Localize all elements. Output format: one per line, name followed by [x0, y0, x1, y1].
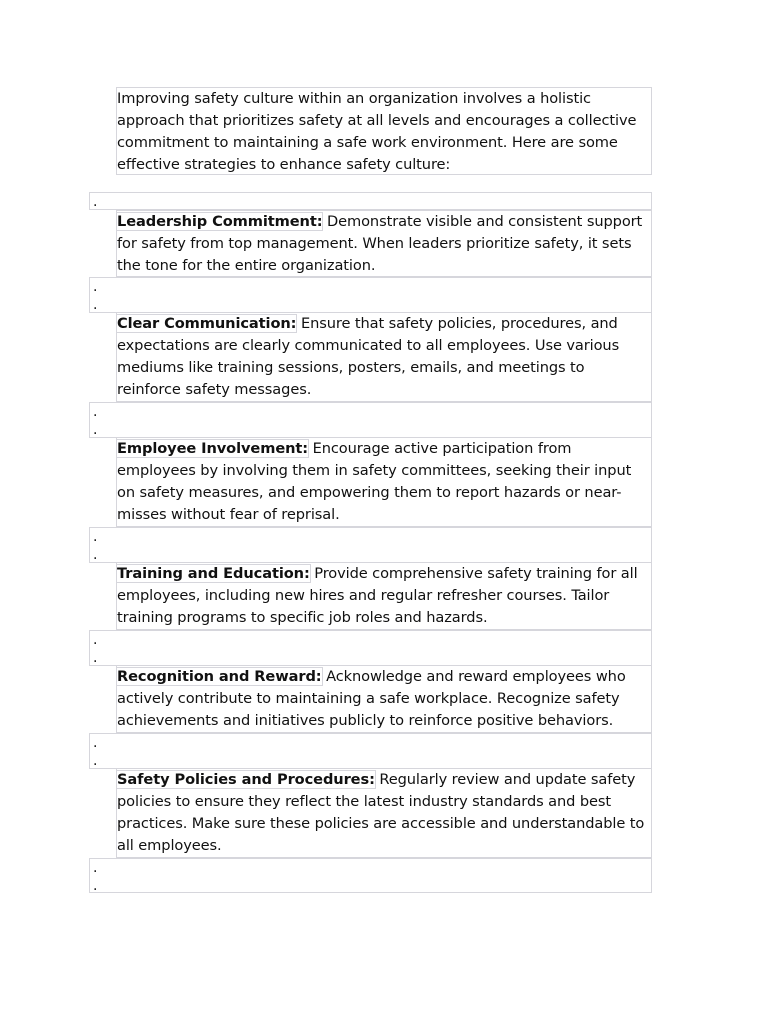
- list-item-policies: [116, 769, 652, 858]
- separator-row: [89, 402, 652, 438]
- separator-dot: .: [93, 404, 98, 420]
- list-item-training: [116, 563, 652, 630]
- item-text: Acknowledge and reward employees who actively contribute to maintaining a safe workplace. Recognize safety achievements and initiatives publicly to reinforce positive behaviors.: [117, 668, 626, 729]
- separator-dot: .: [93, 422, 98, 438]
- item-text: Regularly review and update safety policies to ensure they reflect the latest industry standards and best practices. Make sure these policies are accessible and understandable to all employees.: [117, 771, 645, 854]
- separator-dot: .: [93, 860, 98, 876]
- separator-dot: .: [93, 735, 98, 751]
- separator-row: [89, 858, 652, 893]
- separator-row: [89, 527, 652, 563]
- item-text: Provide comprehensive safety training for all employees, including new hires and regular refresher courses. Tailor training programs to specific job roles and hazards.: [117, 565, 638, 626]
- list-item-leadership: [116, 210, 652, 277]
- item-label: Recognition and Reward:: [117, 668, 322, 685]
- separator-dot: .: [93, 753, 98, 769]
- separator-dot: .: [93, 279, 98, 295]
- item-label: Safety Policies and Procedures:: [117, 771, 375, 788]
- list-item-communication: [116, 313, 652, 402]
- separator-dot: .: [93, 297, 98, 313]
- item-label: Leadership Commitment:: [117, 213, 323, 230]
- separator-row: [89, 630, 652, 666]
- item-text: Encourage active participation from employees by involving them in safety committees, seeking their input on safety measures, and empowering them to report hazards or near-misses without fear of reprisal.: [117, 440, 632, 523]
- item-text: Ensure that safety policies, procedures, and expectations are clearly communicated to all employees. Use various mediums like training sessions, posters, emails, and meetings to reinforce safety messages.: [117, 315, 620, 398]
- separator-dot: .: [93, 632, 98, 648]
- separator-dot: .: [93, 194, 98, 210]
- item-label: Clear Communication:: [117, 315, 297, 332]
- separator-row: [89, 733, 652, 769]
- item-label: Training and Education:: [117, 565, 310, 582]
- list-item-recognition: [116, 666, 652, 733]
- item-text: Demonstrate visible and consistent support for safety from top management. When leaders prioritize safety, it sets the tone for the entire organization.: [117, 213, 643, 274]
- list-item-involvement: [116, 438, 652, 527]
- separator-dot: .: [93, 529, 98, 545]
- item-label: Employee Involvement:: [117, 440, 309, 457]
- intro-paragraph: Improving safety culture within an organization involves a holistic approach that prioritizes safety at all levels and encourages a collective commitment to maintaining a safe work environment. Here are some effective strategies to enhance safety culture:: [116, 87, 652, 175]
- separator-dot: .: [93, 878, 98, 894]
- separator-dot: .: [93, 547, 98, 563]
- separator-row: [89, 192, 652, 210]
- separator-row: [89, 277, 652, 313]
- separator-dot: .: [93, 650, 98, 666]
